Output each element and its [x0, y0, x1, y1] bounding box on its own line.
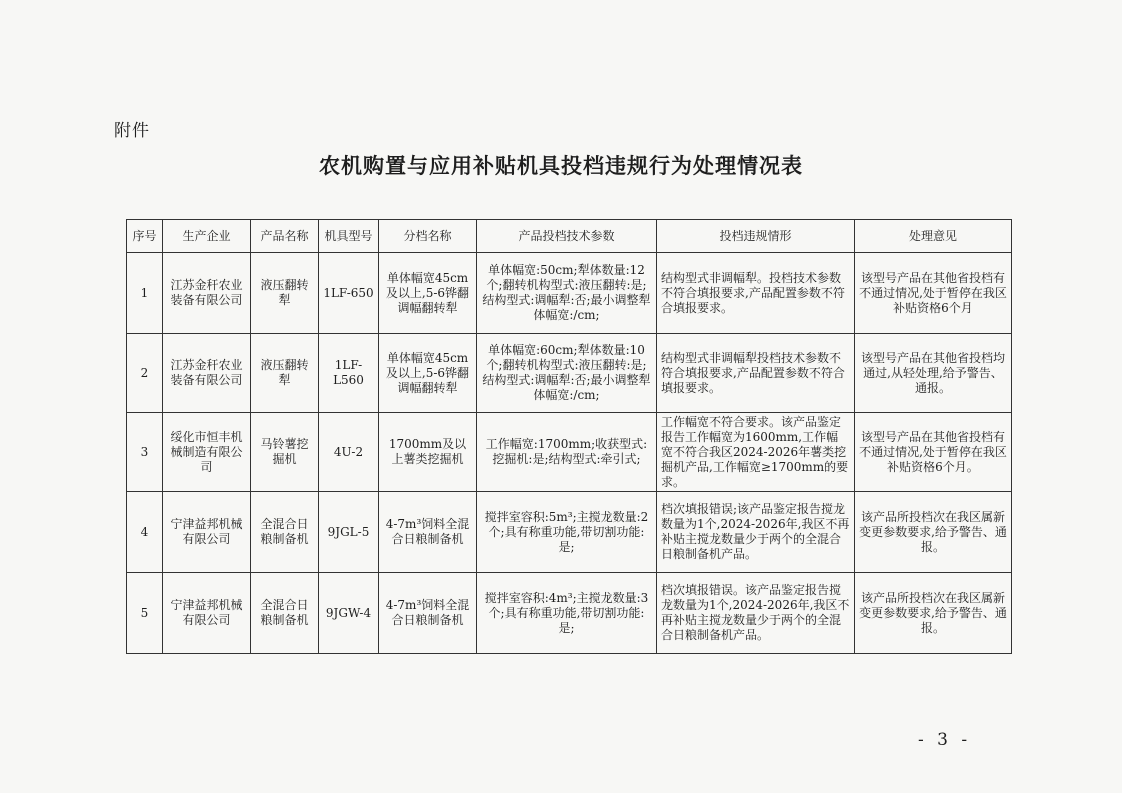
header-params: 产品投档技术参数 [477, 220, 657, 253]
header-opinion: 处理意见 [855, 220, 1012, 253]
cell-opinion: 该产品所投档次在我区属新变更参数要求,给予警告、通报。 [855, 573, 1012, 654]
cell-company: 宁津益邦机械有限公司 [163, 573, 251, 654]
attachment-label: 附件 [114, 121, 150, 141]
cell-violation: 结构型式非调幅犁投档技术参数不符合填报要求,产品配置参数不符合填报要求。 [657, 334, 855, 413]
header-company: 生产企业 [163, 220, 251, 253]
cell-model: 9JGL-5 [319, 492, 379, 573]
cell-category: 单体幅宽45cm及以上,5-6铧翻调幅翻转犁 [379, 334, 477, 413]
cell-product: 液压翻转犁 [251, 334, 319, 413]
cell-category: 4-7m³饲料全混合日粮制备机 [379, 573, 477, 654]
cell-product: 液压翻转犁 [251, 253, 319, 334]
header-product: 产品名称 [251, 220, 319, 253]
cell-opinion: 该产品所投档次在我区属新变更参数要求,给予警告、通报。 [855, 492, 1012, 573]
table-header-row [127, 220, 1012, 253]
cell-model: 1LF-650 [319, 253, 379, 334]
cell-company: 宁津益邦机械有限公司 [163, 492, 251, 573]
cell-no: 4 [127, 492, 163, 573]
cell-company: 江苏金秆农业装备有限公司 [163, 253, 251, 334]
header-category: 分档名称 [379, 220, 477, 253]
cell-opinion: 该型号产品在其他省投档均通过,从轻处理,给予警告、通报。 [855, 334, 1012, 413]
table-row [127, 413, 1012, 492]
cell-no: 3 [127, 413, 163, 492]
cell-company: 江苏金秆农业装备有限公司 [163, 334, 251, 413]
cell-violation: 档次填报错误;该产品鉴定报告搅龙数量为1个,2024-2026年,我区不再补贴主搅龙数量少于两个的全混合日粮制备机产品。 [657, 492, 855, 573]
table-row [127, 253, 1012, 334]
cell-params: 搅拌室容积:4m³;主搅龙数量:3个;具有称重功能,带切割功能:是; [477, 573, 657, 654]
page-number: - 3 - [918, 730, 972, 750]
table-row [127, 573, 1012, 654]
cell-violation: 档次填报错误。该产品鉴定报告搅龙数量为1个,2024-2026年,我区不再补贴主搅龙数量少于两个的全混合日粮制备机产品。 [657, 573, 855, 654]
header-violation: 投档违规情形 [657, 220, 855, 253]
cell-opinion: 该型号产品在其他省投档有不通过情况,处于暂停在我区补贴资格6个月。 [855, 413, 1012, 492]
cell-params: 搅拌室容积:5m³;主搅龙数量:2个;具有称重功能,带切割功能:是; [477, 492, 657, 573]
table-row [127, 492, 1012, 573]
cell-category: 单体幅宽45cm及以上,5-6铧翻调幅翻转犁 [379, 253, 477, 334]
cell-category: 4-7m³饲料全混合日粮制备机 [379, 492, 477, 573]
cell-no: 2 [127, 334, 163, 413]
cell-model: 1LF-L560 [319, 334, 379, 413]
violation-table [126, 219, 1012, 654]
cell-violation: 工作幅宽不符合要求。该产品鉴定报告工作幅宽为1600mm,工作幅宽不符合我区2024-2026年薯类挖掘机产品,工作幅宽≥1700mm的要求。 [657, 413, 855, 492]
header-no: 序号 [127, 220, 163, 253]
cell-params: 工作幅宽:1700mm;收获型式:挖掘机:是;结构型式:牵引式; [477, 413, 657, 492]
cell-product: 马铃薯挖掘机 [251, 413, 319, 492]
header-model: 机具型号 [319, 220, 379, 253]
cell-product: 全混合日粮制备机 [251, 573, 319, 654]
cell-violation: 结构型式非调幅犁。投档技术参数不符合填报要求,产品配置参数不符合填报要求。 [657, 253, 855, 334]
cell-model: 9JGW-4 [319, 573, 379, 654]
cell-company: 绥化市恒丰机械制造有限公司 [163, 413, 251, 492]
table-row [127, 334, 1012, 413]
cell-model: 4U-2 [319, 413, 379, 492]
cell-no: 1 [127, 253, 163, 334]
cell-no: 5 [127, 573, 163, 654]
cell-params: 单体幅宽:60cm;犁体数量:10个;翻转机构型式:液压翻转:是;结构型式:调幅犁:否;最小调整犁体幅宽:/cm; [477, 334, 657, 413]
cell-params: 单体幅宽:50cm;犁体数量:12个;翻转机构型式:液压翻转:是;结构型式:调幅犁:否;最小调整犁体幅宽:/cm; [477, 253, 657, 334]
cell-opinion: 该型号产品在其他省投档有不通过情况,处于暂停在我区补贴资格6个月 [855, 253, 1012, 334]
document-title: 农机购置与应用补贴机具投档违规行为处理情况表 [319, 153, 803, 178]
cell-category: 1700mm及以上薯类挖掘机 [379, 413, 477, 492]
cell-product: 全混合日粮制备机 [251, 492, 319, 573]
